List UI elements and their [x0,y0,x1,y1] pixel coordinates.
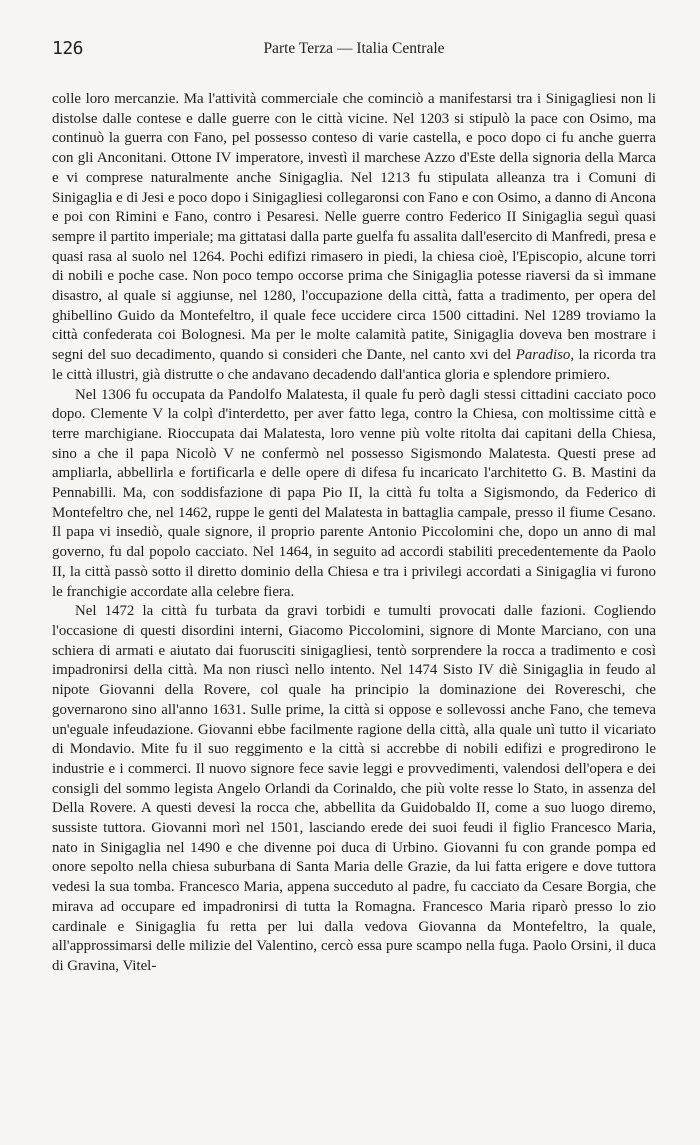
paragraph-2 [52,386,656,603]
page-number: 126 [52,38,84,59]
body-text [52,90,656,977]
running-head: Parte Terza — Italia Centrale [263,40,445,57]
paragraph-3 [52,602,656,976]
paragraph-1-text-after: , la ricorda tra le città illustri, già distrutte o che andavano decadendo dall'antica gloria e splendore primiero. [52,347,656,383]
paradiso-title: Paradiso [515,347,571,364]
paragraph-3-text: Nel 1472 la città fu turbata da gravi torbidi e tumulti provocati dalle fazioni. Cogliendo l'occasione di questi disordini interni, Giacomo Piccolomini, signore di Monte Marciano, con una schiera di armati e aiutato dai fuorusciti sinigagliesi, tentò sorprendere la rocca a tradimento e così impadronirsi della città. Ma non riuscì nello intento. Nel 1474 Sisto IV diè Sinigaglia in feudo al nipote Giovanni della Rovere, col quale ha principio la dominazione dei Rovereschi, che governarono sino all'anno 1631. Sulle prime, la città si oppose e sollevossi anche Fano, che temeva un'eguale infeudazione. Giovanni ebbe facilmente ragione della città, alla quale unì tutto il vicariato di Mondavio. Mite fu il suo reggimento e la città si accrebbe di nobili edifizi e progredirono le industrie e i commerci. Il nuovo signore fece savie leggi e provvedimenti, valendosi dell'opera e dei consigli del sommo legista Angelo Orlandi da Corinaldo, che più volte resse lo Stato, in assenza del Della Rovere. A questi devesi la rocca che, abbellita da Guidobaldo II, come a suo luogo diremo, sussiste tuttora. Giovanni morì nel 1501, lasciando erede dei suoi feudi il figlio Francesco Maria, nato in Sinigaglia nel 1490 e che divenne poi duca di Urbino. Giovanni fu con grande pompa ed onore sepolto nella chiesa suburbana di Santa Maria delle Grazie, da lui fatta erigere e dove tuttora vedesi la sua tomba. Francesco Maria, appena succeduto al padre, fu cacciato da Cesare Borgia, che mirava ad occupare ed impadronirsi di tutta la Romagna. Francesco Maria riparò presso lo zio cardinale e Sinigaglia fu retta per lui dalla vedova Giovanna da Montefeltro, la quale, all'approssimarsi delle milizie del Valentino, cercò essa pure scampo nella fuga. Paolo Orsini, il duca di Gravina, Vitel- [52,603,656,974]
paragraph-2-text: Nel 1306 fu occupata da Pandolfo Malatesta, il quale fu però dagli stessi cittadini cacciato poco dopo. Clemente V la colpì d'interdetto, per aver fatto lega, contro la Chiesa, con moltissime città e terre marchigiane. Rioccupata dai Malatesta, loro venne più volte ritolta dai capitani della Chiesa, sino a che il papa Nicolò V ne confermò nel possesso Sigismondo Malatesta. Questi prese ad ampliarla, abbellirla e fortificarla e delle opere di difesa fu incaricato l'architetto G. B. Mastini da Pennabilli. Ma, con soddisfazione di papa Pio II, la città fu tolta a Sigismondo, da Federico di Montefeltro che, nel 1462, ruppe le genti del Malatesta in battaglia campale, presso il fiume Cesano. Il papa vi insediò, quale signore, il proprio parente Antonio Piccolomini che, dopo un anno di mal governo, fu dal popolo cacciato. Nel 1464, in seguito ad accordi stabiliti precedentemente da Paolo II, la città passò sotto il diretto dominio della Chiesa e tra i privilegi accordati a Sinigaglia vi furono le franchigie accordate alla celebre fiera. [52,386,656,600]
paragraph-1-text: colle loro mercanzie. Ma l'attività commerciale che cominciò a manifestarsi tra i Sinigagliesi non li distolse dalle contese e dalle guerre con le città vicine. Nel 1203 si stipulò la pace con Osimo, ma continuò la guerra con Fano, pel possesso conteso di varie castella, e poco dopo ci fu anche guerra con gli Anconitani. Ottone IV imperatore, investì il marchese Azzo d'Este della signoria della Marca e vi comprese naturalmente anche Sinigaglia. Nel 1213 fu stipulata alleanza tra i Comuni di Sinigaglia e di Jesi e poco dopo i Sinigagliesi collegaronsi con Fano e con Osimo, a danno di Ancona e poi con Rimini e Fano, contro i Pesaresi. Nelle guerre contro Federico II Sinigaglia seguì quasi sempre il partito imperiale; ma gittatasi dalla parte guelfa fu assalita dall'esercito di Manfredi, presa e quasi rasa al suolo nel 1264. Pochi edifizi rimasero in piedi, la chiesa cioè, l'Episcopio, alcune torri di nobili e poche case. Non poco tempo occorse prima che Sinigaglia potesse riaversi da sì immane disastro, al quale si aggiunse, nel 1280, l'occupazione della città, fatta a tradimento, per opera del ghibellino Guido da Montefeltro, il quale fece uccidere circa 1500 cittadini. Nel 1289 troviamo la città confederata coi Bolognesi. Ma per le molte calamità patite, Sinigaglia doveva ben mostrare i segni del suo decadimento, quando si consideri che Dante, nel canto xvi del [52,91,656,364]
paragraph-1 [52,90,656,386]
page-header [52,38,656,62]
